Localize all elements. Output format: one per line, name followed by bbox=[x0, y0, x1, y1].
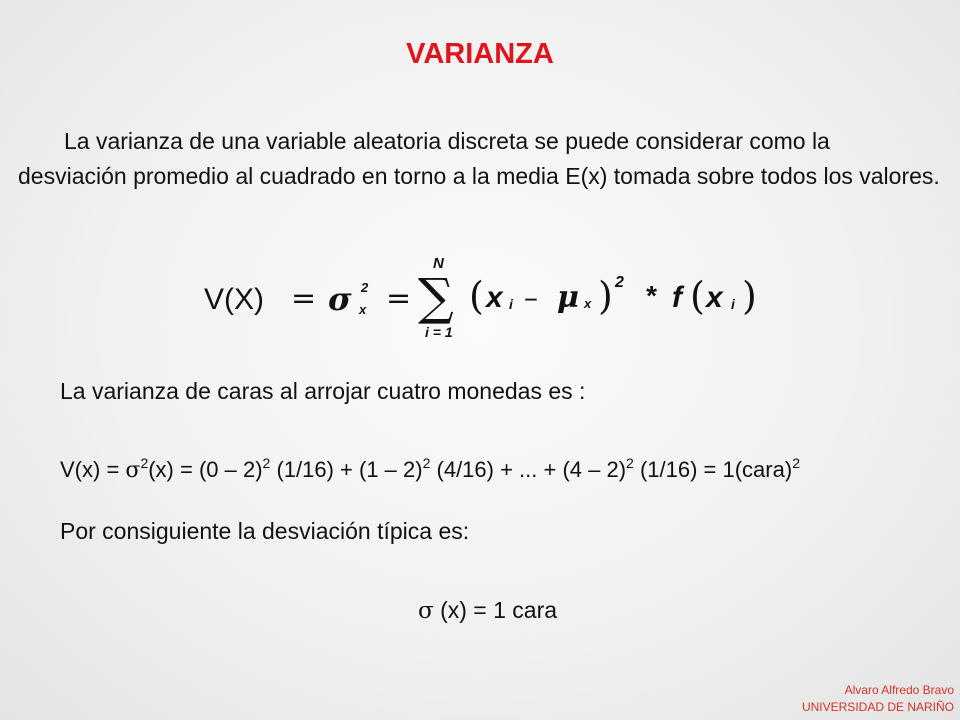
calc-sigma: σ bbox=[125, 458, 141, 483]
slide-title: VARIANZA bbox=[406, 38, 554, 70]
formula-paren-open-2: ( bbox=[690, 274, 705, 318]
formula-multiply: * bbox=[645, 280, 656, 311]
credit-institution: UNIVERSIDAD DE NARIÑO bbox=[801, 700, 954, 714]
formula-paren-open-1: ( bbox=[469, 274, 484, 318]
result-sigma: σ bbox=[418, 598, 434, 624]
formula-x: x bbox=[486, 281, 503, 314]
formula-x-subscript: i bbox=[509, 296, 513, 312]
formula-mu: μ bbox=[557, 280, 579, 315]
credit-author: Alvaro Alfredo Bravo bbox=[844, 683, 954, 697]
calc-sup-5: 2 bbox=[792, 455, 800, 471]
example-calculation bbox=[60, 457, 800, 483]
variance-formula bbox=[0, 250, 960, 345]
calc-sup-4: 2 bbox=[626, 455, 634, 471]
formula-x-2: x bbox=[706, 281, 723, 314]
calc-sup-1: 2 bbox=[140, 455, 149, 471]
formula-f: f bbox=[672, 281, 682, 314]
calc-part-4: (4/16) + ... + (4 – 2) bbox=[430, 457, 627, 482]
example-intro: La varianza de caras al arrojar cuatro monedas es : bbox=[60, 378, 586, 404]
calc-part-5: (1/16) = 1(cara) bbox=[633, 457, 793, 482]
intro-paragraph: La varianza de una variable aleatoria discreta se puede considerar como la desviación promedio al cuadrado en torno a la media E(x) tomada sobre todos los valores. bbox=[18, 128, 940, 189]
formula-mu-subscript: x bbox=[584, 296, 592, 311]
formula-paren-close-1: ) bbox=[598, 274, 613, 318]
result-formula bbox=[418, 597, 557, 624]
formula-minus: – bbox=[524, 281, 538, 314]
formula-lhs: V(X) bbox=[204, 283, 264, 316]
formula-equals-1: = bbox=[291, 281, 317, 316]
formula-sum-upper-limit: N bbox=[433, 255, 444, 272]
calc-part-1: V(x) = bbox=[60, 457, 126, 482]
calc-sup-2: 2 bbox=[262, 455, 271, 471]
calc-part-2: (x) = (0 – 2) bbox=[148, 457, 263, 482]
formula-sigma-subscript: x bbox=[359, 302, 367, 317]
formula-sum-icon: ∑ bbox=[418, 268, 454, 326]
formula-sigma-superscript: 2 bbox=[361, 280, 369, 295]
calc-part-3: (1/16) + (1 – 2) bbox=[270, 457, 423, 482]
formula-x-2-subscript: i bbox=[731, 296, 735, 312]
result-text: (x) = 1 cara bbox=[433, 597, 558, 623]
conclusion-text: Por consiguiente la desviación típica es: bbox=[60, 518, 470, 544]
formula-paren-close-2: ) bbox=[742, 274, 757, 318]
formula-sigma: σ bbox=[328, 280, 352, 318]
formula-sum-lower-limit: i = 1 bbox=[425, 324, 453, 340]
formula-exponent: 2 bbox=[615, 274, 624, 291]
calc-sup-3: 2 bbox=[422, 455, 431, 471]
formula-equals-2: = bbox=[386, 281, 412, 316]
